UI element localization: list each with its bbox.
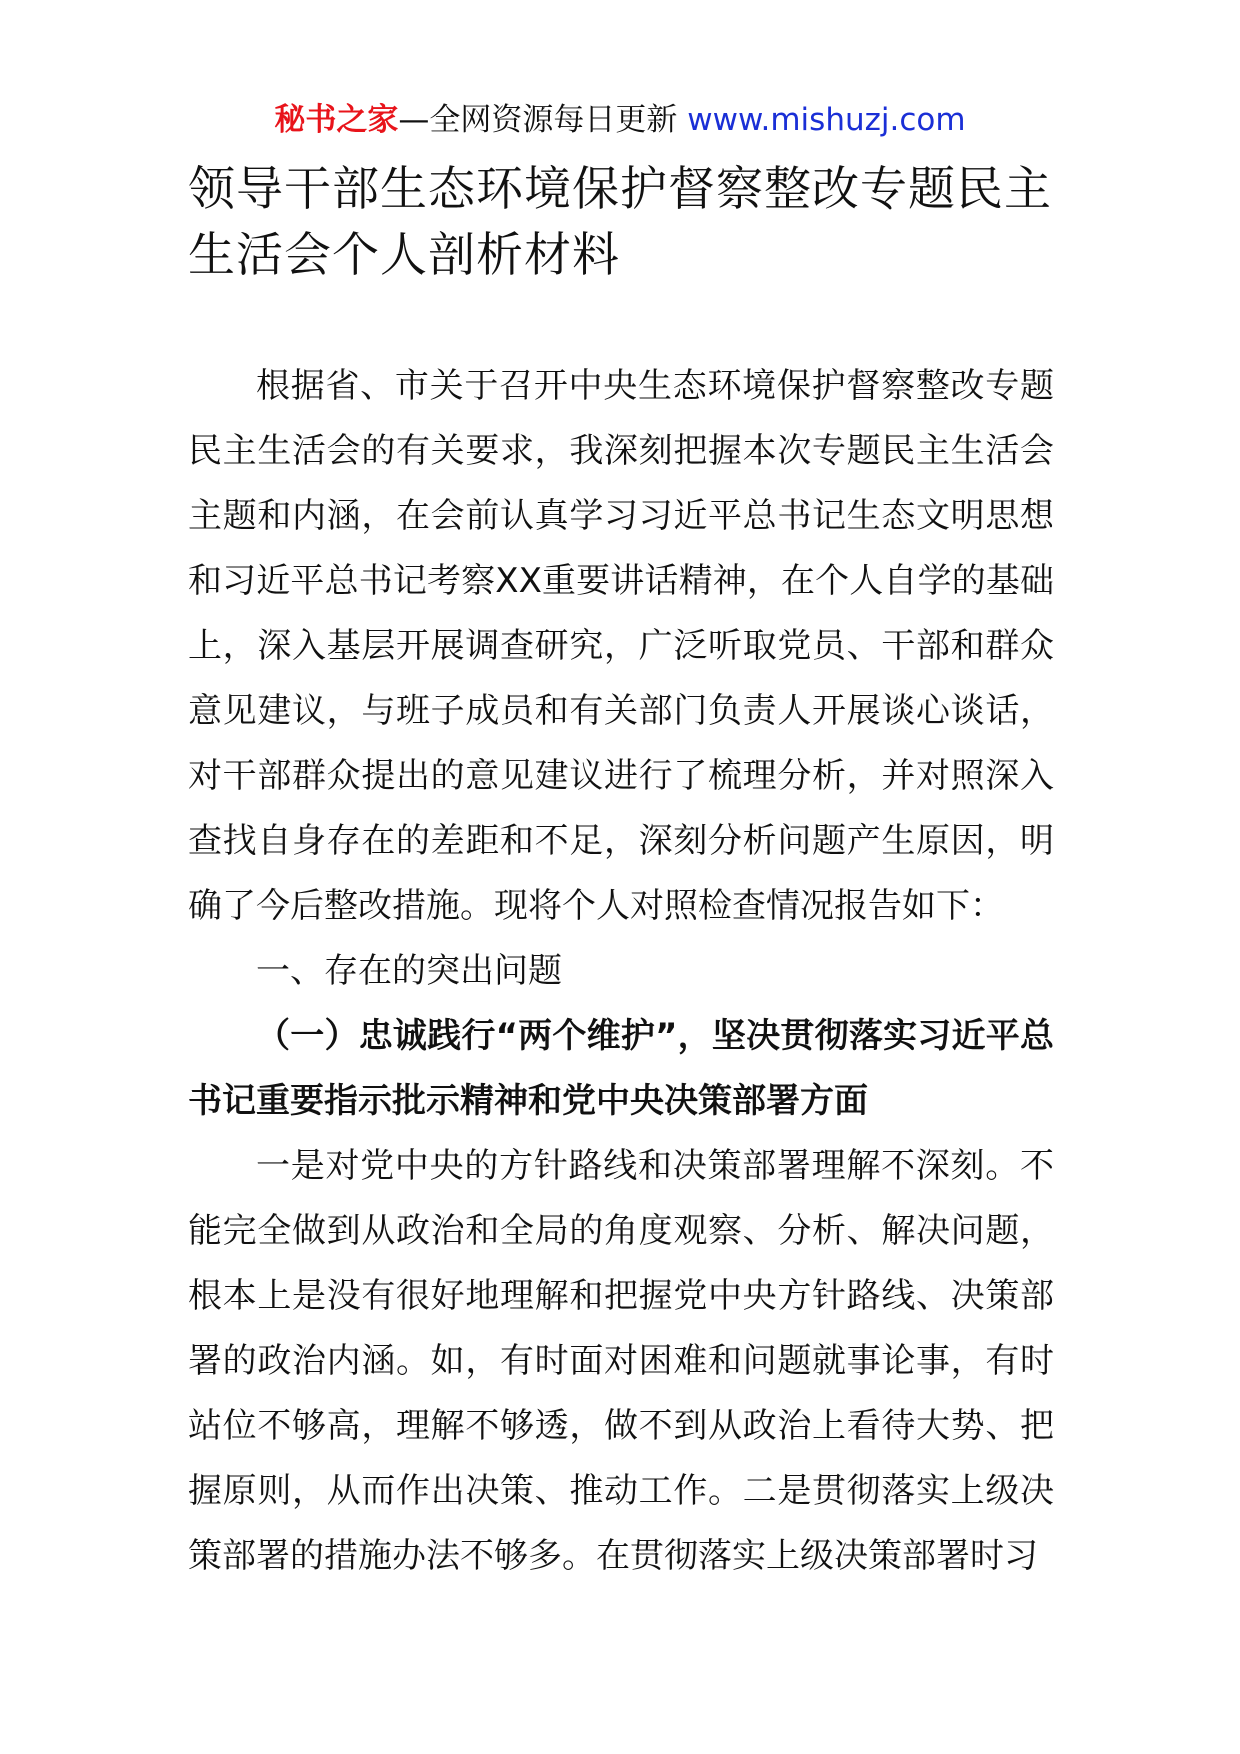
body-paragraph: 一是对党中央的方针路线和决策部署理解不深刻。不能完全做到从政治和全局的角度观察、分析、解决问题，根本上是没有很好地理解和把握党中央方针路线、决策部署的政治内涵。如，有时面对困难和问题就事论事，有时站位不够高，理解不够透，做不到从政治上看待大势、把握原则，从而作出决策、推动工作。二是贯彻落实上级决策部署的措施办法不够多。在贯彻落实上级决策部署时习 (188, 1146, 1054, 1576)
site-header (0, 100, 1240, 140)
document-title: 领导干部生态环境保护督察整改专题民主生活会个人剖析材料 (188, 162, 1052, 283)
header-tagline: —全网资源每日更新 (398, 102, 688, 138)
brand-name: 秘书之家 (274, 102, 399, 138)
site-url-link[interactable]: www.mishuzj.com (687, 102, 966, 138)
section-heading: 一、存在的突出问题 (256, 951, 562, 991)
subsection-heading: （一）忠诚践行“两个维护”，坚决贯彻落实习近平总书记重要指示批示精神和党中央决策部署方面 (188, 1016, 1054, 1121)
intro-paragraph: 根据省、市关于召开中央生态环境保护督察整改专题民主生活会的有关要求，我深刻把握本次专题民主生活会主题和内涵，在会前认真学习习近平总书记生态文明思想和习近平总书记考察XX重要讲话精神，在个人自学的基础上，深入基层开展调查研究，广泛听取党员、干部和群众意见建议，与班子成员和有关部门负责人开展谈心谈话，对干部群众提出的意见建议进行了梳理分析，并对照深入查找自身存在的差距和不足，深刻分析问题产生原因，明确了今后整改措施。现将个人对照检查情况报告如下： (188, 366, 1054, 926)
document-body (188, 354, 1054, 1589)
